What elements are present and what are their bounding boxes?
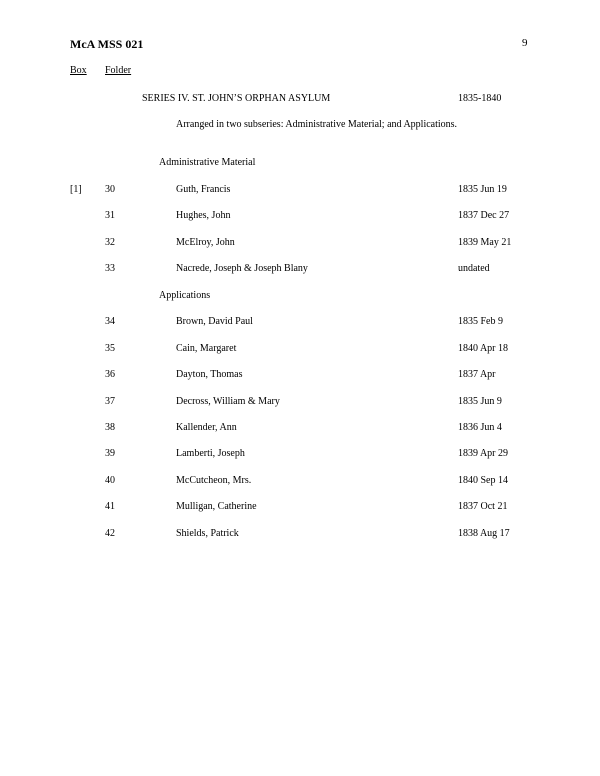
folder-date: 1840 Sep 14 xyxy=(458,475,508,486)
collection-id: McA MSS 021 xyxy=(70,37,144,51)
folder-date: 1835 Jun 19 xyxy=(458,184,507,195)
folder-number: 39 xyxy=(105,448,115,459)
folder-date: 1837 Dec 27 xyxy=(458,210,510,221)
folder-title: Decross, William & Mary xyxy=(176,396,280,407)
page-number: 9 xyxy=(522,37,528,49)
folder-title: Hughes, John xyxy=(176,210,231,221)
folder-date: undated xyxy=(458,263,490,274)
subseries-title: Applications xyxy=(159,290,211,301)
folder-number: 37 xyxy=(105,396,115,407)
folder-number: 42 xyxy=(105,528,115,539)
folder-number: 38 xyxy=(105,422,115,433)
series-arrangement-note: Arranged in two subseries: Administrative Material; and Applications. xyxy=(176,119,458,130)
folder-title: Cain, Margaret xyxy=(176,343,237,354)
folder-number: 35 xyxy=(105,343,115,354)
folder-number: 34 xyxy=(105,316,115,327)
folder-date: 1839 May 21 xyxy=(458,237,512,248)
folder-number: 31 xyxy=(105,210,115,221)
folder-title: Dayton, Thomas xyxy=(176,369,243,380)
folder-date: 1835 Feb 9 xyxy=(458,316,503,327)
subseries-title: Administrative Material xyxy=(159,157,256,168)
box-number: [1] xyxy=(70,184,82,195)
folder-number: 41 xyxy=(105,501,115,512)
folder-date: 1838 Aug 17 xyxy=(458,528,510,539)
folder-number: 30 xyxy=(105,184,115,195)
folder-title: Guth, Francis xyxy=(176,184,231,195)
folder-title: McCutcheon, Mrs. xyxy=(176,475,252,486)
series-dates: 1835-1840 xyxy=(458,93,502,104)
folder-date: 1836 Jun 4 xyxy=(458,422,502,433)
folder-column-header: Folder xyxy=(105,65,132,76)
folder-title: Kallender, Ann xyxy=(176,422,237,433)
folder-title: Nacrede, Joseph & Joseph Blany xyxy=(176,263,308,274)
box-column-header: Box xyxy=(70,65,87,76)
folder-date: 1840 Apr 18 xyxy=(458,343,508,354)
folder-date: 1837 Apr xyxy=(458,369,496,380)
folder-number: 32 xyxy=(105,237,115,248)
folder-title: Mulligan, Catherine xyxy=(176,501,257,512)
folder-title: Brown, David Paul xyxy=(176,316,253,327)
folder-title: Shields, Patrick xyxy=(176,528,239,539)
folder-number: 40 xyxy=(105,475,115,486)
folder-date: 1839 Apr 29 xyxy=(458,448,508,459)
folder-date: 1837 Oct 21 xyxy=(458,501,508,512)
folder-number: 33 xyxy=(105,263,115,274)
folder-date: 1835 Jun 9 xyxy=(458,396,502,407)
folder-title: McElroy, John xyxy=(176,237,235,248)
folder-title: Lamberti, Joseph xyxy=(176,448,245,459)
series-title: SERIES IV. ST. JOHN’S ORPHAN ASYLUM xyxy=(142,93,331,104)
folder-number: 36 xyxy=(105,369,115,380)
